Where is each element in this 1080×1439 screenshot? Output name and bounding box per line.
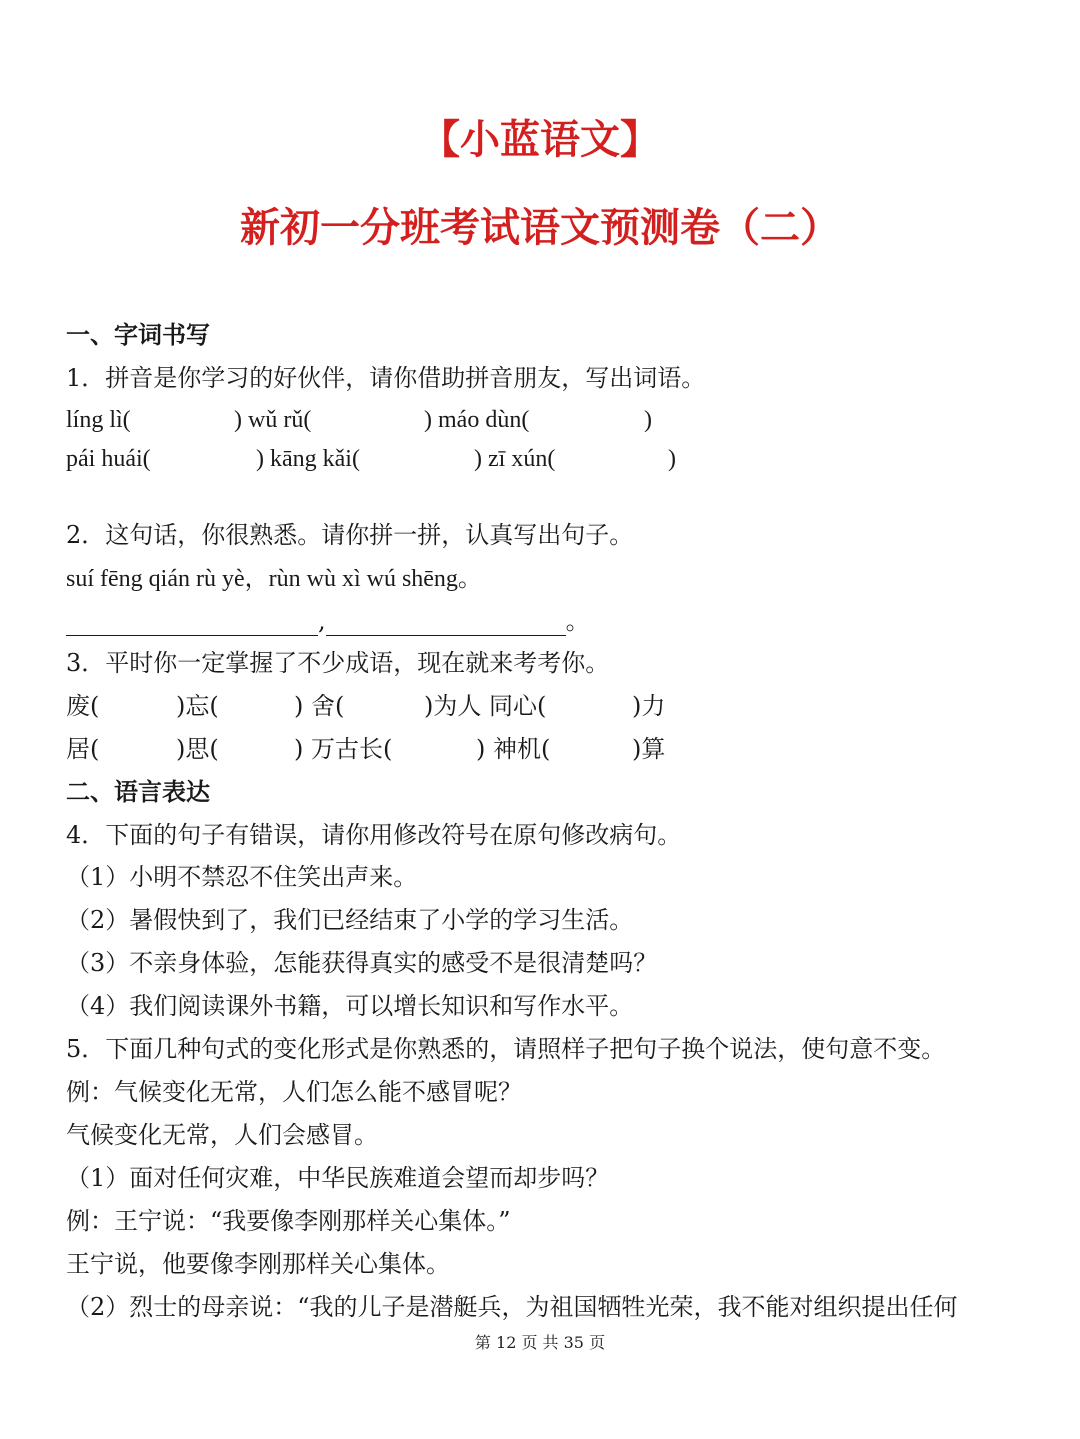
question-4-item: （1）小明不禁忍不住笑出声来。 — [66, 863, 418, 891]
section-heading-1: 一、字词书写 — [66, 320, 210, 349]
answer-underline — [66, 613, 318, 636]
idiom-blank: 居( — [66, 735, 100, 763]
question-4-item: （4）我们阅读课外书籍，可以增长知识和写作水平。 — [66, 992, 634, 1020]
idiom-blank: ) 舍( — [294, 692, 345, 720]
question-5-example-2-answer: 王宁说，他要像李刚那样关心集体。 — [66, 1250, 450, 1278]
pinyin-blank-end: ) — [644, 407, 652, 433]
idiom-blank: )为人 同心( — [424, 692, 547, 720]
pinyin-blank: ) kāng kǎi( — [256, 446, 360, 472]
idiom-blank-end: )算 — [632, 735, 666, 763]
question-5-item-1: （1）面对任何灾难，中华民族难道会望而却步吗？ — [66, 1164, 610, 1192]
idiom-blank: 废( — [66, 692, 100, 720]
section-heading-2: 二、语言表达 — [66, 777, 210, 806]
idiom-blank-end: )力 — [632, 692, 666, 720]
question-3-row-2 — [66, 734, 1016, 764]
question-1-stem: 1．拼音是你学习的好伙伴，请你借助拼音朋友，写出词语。 — [66, 364, 706, 392]
page-number: 第 12 页 共 35 页 — [474, 1333, 606, 1352]
question-1-row-1 — [66, 405, 1016, 435]
question-2-stem: 2．这句话，你很熟悉。请你拼一拼，认真写出句子。 — [66, 521, 634, 549]
answer-underline — [326, 613, 566, 636]
question-4-stem: 4．下面的句子有错误，请你用修改符号在原句修改病句。 — [66, 821, 682, 849]
idiom-blank: )思( — [176, 735, 219, 763]
question-4-item: （3）不亲身体验，怎能获得真实的感受不是很清楚吗？ — [66, 949, 658, 977]
question-5-item-2: （2）烈士的母亲说：“我的儿子是潜艇兵，为祖国牺牲光荣，我不能对组织提出任何 — [66, 1293, 958, 1321]
pinyin-blank: ) zī xún( — [474, 446, 556, 472]
question-1-row-2 — [66, 444, 1016, 474]
pinyin-blank: líng lì( — [66, 407, 131, 433]
pinyin-blank: ) máo dùn( — [424, 407, 530, 433]
question-3-stem: 3．平时你一定掌握了不少成语，现在就来考考你。 — [66, 649, 610, 677]
question-3-row-1 — [66, 691, 1016, 721]
answer-period: 。 — [565, 607, 590, 635]
exam-title: 新初一分班考试语文预测卷（二） — [240, 205, 840, 251]
pinyin-blank: pái huái( — [66, 446, 151, 472]
idiom-blank: )忘( — [176, 692, 219, 720]
brand-title: 【小蓝语文】 — [420, 117, 660, 163]
answer-comma: , — [318, 607, 326, 635]
pinyin-blank: ) wǔ rǔ( — [234, 407, 312, 433]
question-5-example-1-answer: 气候变化无常，人们会感冒。 — [66, 1121, 378, 1149]
question-2-answer-lines — [66, 606, 590, 636]
question-5-stem: 5．下面几种句式的变化形式是你熟悉的，请照样子把句子换个说法，使句意不变。 — [66, 1035, 946, 1063]
question-4-item: （2）暑假快到了，我们已经结束了小学的学习生活。 — [66, 906, 634, 934]
pinyin-blank-end: ) — [668, 446, 676, 472]
idiom-blank: ) 神机( — [476, 735, 551, 763]
question-5-example-2: 例：王宁说：“我要像李刚那样关心集体。” — [66, 1207, 511, 1235]
question-2-pinyin: suí fēng qián rù yè，rùn wù xì wú shēng。 — [66, 566, 482, 592]
idiom-blank: ) 万古长( — [294, 735, 393, 763]
question-5-example-1: 例：气候变化无常，人们怎么能不感冒呢？ — [66, 1078, 522, 1106]
